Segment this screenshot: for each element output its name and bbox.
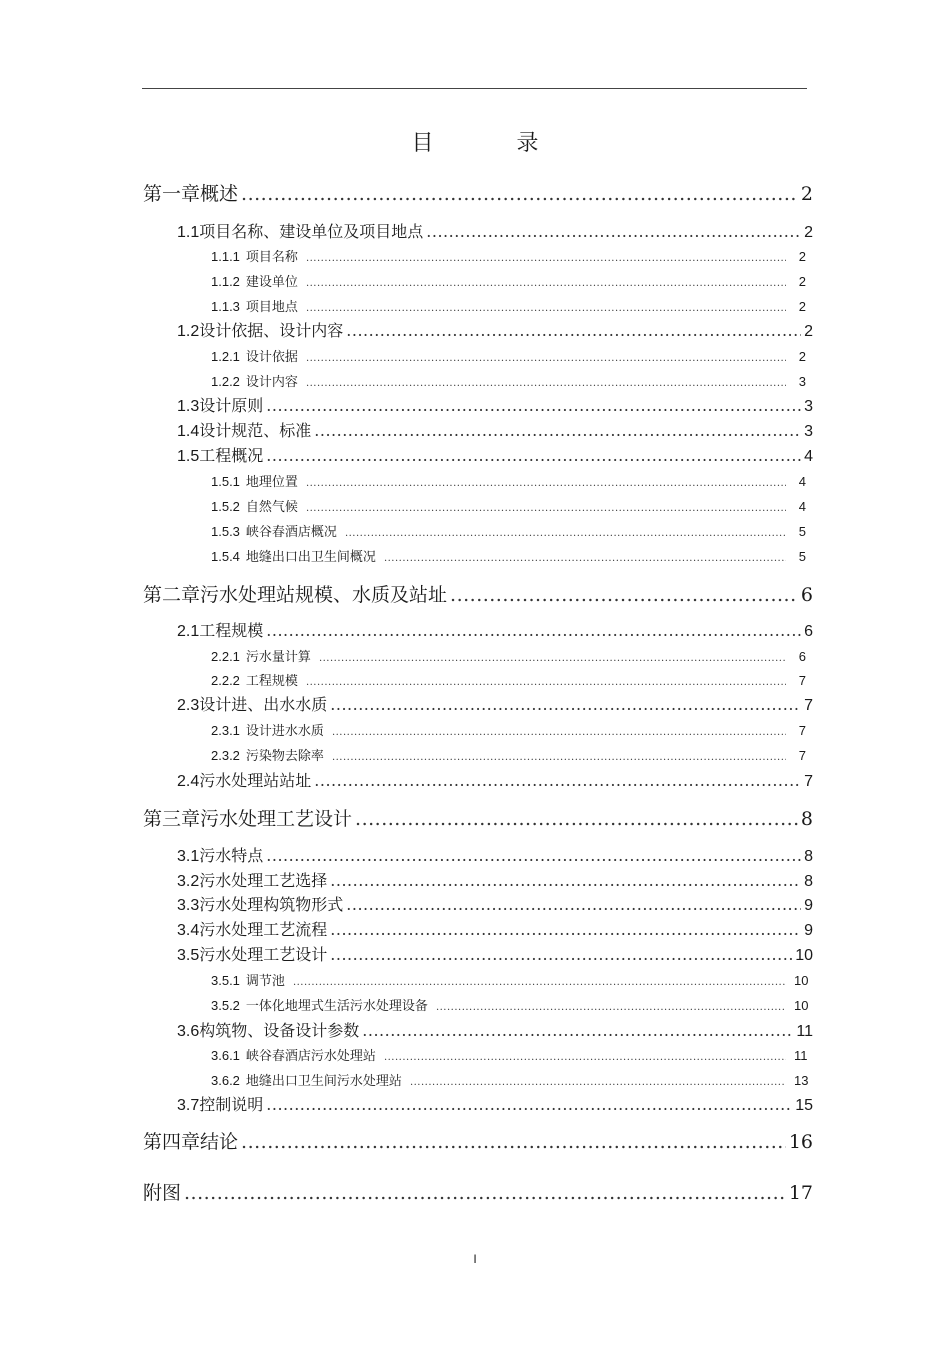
dot-leader <box>330 945 792 964</box>
toc-entry-number: 1.4 <box>177 423 200 440</box>
toc-entry-number: 3.4 <box>177 922 200 939</box>
toc-entry-label: 峡谷春酒店污水处理站 <box>245 1049 376 1064</box>
toc-entry[interactable] <box>211 670 806 690</box>
toc-entry-number: 第二章 <box>143 584 201 606</box>
dot-leader <box>293 977 786 988</box>
toc-entry-page: 16 <box>788 1131 813 1153</box>
toc-entry-number: 1.3 <box>177 398 200 415</box>
toc-entry-label: 设计规范、标准 <box>199 421 312 440</box>
toc-entry-page: 2 <box>798 249 806 264</box>
toc-entry-number: 3.2 <box>177 873 200 890</box>
page-title: 目 录 <box>411 131 577 156</box>
toc-entry-label: 地理位置 <box>245 475 298 490</box>
toc-entry-label: 概述 <box>200 183 239 205</box>
toc-entry-label: 项目地点 <box>245 300 298 315</box>
toc-entry[interactable] <box>211 1070 809 1090</box>
toc-entry-number: 2.1 <box>177 623 200 640</box>
toc-entry-label: 污水处理工艺设计 <box>199 945 328 964</box>
toc-entry[interactable] <box>211 496 806 516</box>
toc-entry-number: 1.5.2 <box>211 499 240 514</box>
toc-entry-page: 2 <box>798 274 806 289</box>
toc-entry-page: 9 <box>804 897 813 914</box>
dot-leader <box>306 353 786 364</box>
toc-entry[interactable] <box>177 692 813 716</box>
dot-leader <box>332 752 786 763</box>
toc-entry-number: 第三章 <box>143 808 201 830</box>
toc-entry-number: 1.1.2 <box>211 274 240 289</box>
toc-entry[interactable] <box>143 1178 813 1206</box>
toc-entry-page: 8 <box>804 873 813 890</box>
toc-entry-label: 项目名称 <box>245 250 298 265</box>
dot-leader <box>266 846 801 865</box>
dot-leader <box>410 1077 786 1088</box>
toc-entry-label: 工程概况 <box>199 446 264 465</box>
toc-entry-label: 工程规模 <box>199 621 264 640</box>
toc-entry-number: 1.2 <box>177 323 200 340</box>
dot-leader <box>306 378 786 389</box>
toc-entry-label: 污染物去除率 <box>245 749 324 764</box>
toc-entry-number: 1.1 <box>177 224 200 241</box>
toc-entry-label: 地缝出口卫生间污水处理站 <box>245 1074 402 1089</box>
toc-entry-label: 污水处理工艺选择 <box>199 871 328 890</box>
toc-entry-label: 设计依据、设计内容 <box>199 321 344 340</box>
dot-leader <box>314 421 801 440</box>
toc-entry-label: 控制说明 <box>199 1095 264 1114</box>
toc-entry-label: 污水处理构筑物形式 <box>199 895 344 914</box>
toc-entry-number: 1.1.3 <box>211 299 240 314</box>
toc-entry-number: 1.5.3 <box>211 524 240 539</box>
dot-leader <box>330 920 801 939</box>
dot-leader <box>241 1131 786 1153</box>
toc-entry-label: 调节池 <box>245 974 285 989</box>
dot-leader <box>346 895 801 914</box>
toc-entry-page: 2 <box>804 224 813 241</box>
toc-entry-label: 设计进、出水水质 <box>199 695 328 714</box>
toc-entry-number: 2.4 <box>177 773 200 790</box>
toc-entry-number: 1.2.1 <box>211 349 240 364</box>
toc-entry-label: 峡谷春酒店概况 <box>245 525 337 540</box>
toc-entry-label: 自然气候 <box>245 500 298 515</box>
toc-entry-number: 2.2.1 <box>211 649 240 664</box>
toc-entry-page: 8 <box>804 848 813 865</box>
toc-entry[interactable] <box>211 271 806 291</box>
dot-leader <box>184 1182 786 1204</box>
toc-entry-number: 1.2.2 <box>211 374 240 389</box>
toc-entry-label: 污水处理站规模、水质及站址 <box>200 584 448 606</box>
dot-leader <box>306 478 786 489</box>
toc-entry-label: 设计依据 <box>245 350 298 365</box>
toc-entry-label: 污水特点 <box>199 846 264 865</box>
dot-leader <box>306 677 786 688</box>
toc-entry-page: 13 <box>794 1073 809 1088</box>
toc-entry-number: 3.5.2 <box>211 998 240 1013</box>
toc-entry[interactable] <box>177 219 813 243</box>
toc-entry-number: 3.5 <box>177 947 200 964</box>
toc-entry[interactable] <box>211 720 806 740</box>
toc-entry[interactable] <box>177 618 813 642</box>
dot-leader <box>436 1002 786 1013</box>
toc-entry[interactable] <box>177 868 813 892</box>
dot-leader <box>306 253 786 264</box>
toc-entry-number: 2.3.2 <box>211 748 240 763</box>
toc-entry-page: 10 <box>794 973 809 988</box>
toc-entry-number: 1.5 <box>177 448 200 465</box>
toc-entry[interactable] <box>177 318 813 342</box>
dot-leader <box>332 727 786 738</box>
toc-entry-page: 5 <box>798 524 806 539</box>
toc-entry-page: 11 <box>796 1023 813 1040</box>
toc-entry[interactable] <box>143 179 813 207</box>
toc-entry-label: 污水处理站站址 <box>199 771 312 790</box>
dot-leader <box>319 653 786 664</box>
toc-entry-page: 11 <box>794 1048 808 1063</box>
toc-entry[interactable] <box>177 892 813 916</box>
toc-entry-page: 7 <box>804 697 813 714</box>
toc-entry-number: 2.2.2 <box>211 673 240 688</box>
toc-entry[interactable] <box>211 521 806 541</box>
toc-entry[interactable] <box>211 646 806 666</box>
toc-entry-number: 3.3 <box>177 897 200 914</box>
toc-entry-label: 污水处理工艺设计 <box>200 808 353 830</box>
toc-entry[interactable] <box>177 1018 813 1042</box>
toc-entry-page: 10 <box>795 947 813 964</box>
page-number-footer: I <box>473 1252 477 1266</box>
toc-entry-number: 3.1 <box>177 848 200 865</box>
toc-entry-label: 地缝出口出卫生间概况 <box>245 550 376 565</box>
toc-entry-label: 建设单位 <box>245 275 298 290</box>
dot-leader <box>346 321 801 340</box>
toc-entry[interactable] <box>177 942 813 966</box>
toc-entry[interactable] <box>143 580 813 608</box>
toc-entry-page: 5 <box>798 549 806 564</box>
toc-entry-label: 构筑物、设备设计参数 <box>199 1021 360 1040</box>
dot-leader <box>426 222 801 241</box>
toc-entry-label: 项目名称、建设单位及项目地点 <box>199 222 424 241</box>
dot-leader <box>362 1021 793 1040</box>
toc-entry-page: 2 <box>798 299 806 314</box>
toc-entry-page: 4 <box>798 474 806 489</box>
dot-leader <box>330 871 801 890</box>
toc-entry-number: 3.7 <box>177 1097 200 1114</box>
dot-leader <box>345 528 786 539</box>
toc-entry-page: 17 <box>788 1182 813 1204</box>
toc-entry-number: 3.5.1 <box>211 973 240 988</box>
toc-entry-label: 设计进水水质 <box>245 724 324 739</box>
dot-leader <box>266 446 801 465</box>
toc-entry-page: 7 <box>798 673 806 688</box>
toc-entry-number: 3.6.2 <box>211 1073 240 1088</box>
toc-entry-number: 第一章 <box>143 183 201 205</box>
toc-entry-page: 7 <box>798 748 806 763</box>
dot-leader <box>241 183 798 205</box>
toc-entry-page: 2 <box>798 349 806 364</box>
toc-entry-number: 1.1.1 <box>211 249 240 264</box>
toc-entry[interactable] <box>211 246 806 266</box>
toc-entry-number: 2.3.1 <box>211 723 240 738</box>
dot-leader <box>450 584 798 606</box>
toc-entry[interactable] <box>211 995 809 1015</box>
toc-entry-label: 设计内容 <box>245 375 298 390</box>
toc-entry-label: 一体化地埋式生活污水处理设备 <box>245 999 428 1014</box>
toc-entry-number: 3.6 <box>177 1023 200 1040</box>
toc-entry-number: 1.5.4 <box>211 549 240 564</box>
toc-entry[interactable] <box>177 418 813 442</box>
dot-leader <box>384 1052 786 1063</box>
toc-entry-page: 15 <box>795 1097 813 1114</box>
toc-entry-label: 设计原则 <box>199 396 264 415</box>
dot-leader <box>384 553 786 564</box>
toc-entry-page: 3 <box>798 374 806 389</box>
toc-entry-page: 2 <box>800 183 813 205</box>
dot-leader <box>306 503 786 514</box>
toc-entry[interactable] <box>211 970 809 990</box>
toc-entry[interactable] <box>211 546 806 566</box>
toc-entry-page: 4 <box>798 499 806 514</box>
dot-leader <box>330 695 801 714</box>
toc-entry-number: 1.5.1 <box>211 474 240 489</box>
toc-entry-label: 结论 <box>200 1131 239 1153</box>
toc-entry[interactable] <box>143 1127 813 1155</box>
toc-entry-page: 7 <box>798 723 806 738</box>
dot-leader <box>266 396 801 415</box>
toc-entry-page: 8 <box>800 808 813 830</box>
toc-entry-page: 6 <box>800 584 813 606</box>
dot-leader <box>306 278 786 289</box>
dot-leader <box>355 808 798 830</box>
toc-entry[interactable] <box>177 393 813 417</box>
toc-entry[interactable] <box>211 745 806 765</box>
toc-entry[interactable] <box>211 371 806 391</box>
dot-leader <box>306 303 786 314</box>
dot-leader <box>314 771 801 790</box>
toc-entry[interactable] <box>143 804 813 832</box>
toc-entry[interactable] <box>177 843 813 867</box>
toc-entry-page: 4 <box>804 448 813 465</box>
toc-entry-page: 10 <box>794 998 809 1013</box>
toc-entry-page: 6 <box>798 649 806 664</box>
toc-entry-number: 3.6.1 <box>211 1048 240 1063</box>
toc-entry[interactable] <box>177 1092 813 1116</box>
toc-entry[interactable] <box>211 1045 806 1065</box>
toc-entry[interactable] <box>177 768 813 792</box>
toc-entry-page: 6 <box>804 623 813 640</box>
toc-entry-number: 附图 <box>143 1182 182 1204</box>
toc-entry[interactable] <box>211 296 806 316</box>
toc-entry-label: 污水处理工艺流程 <box>199 920 328 939</box>
toc-entry[interactable] <box>177 443 813 467</box>
toc-entry-label: 污水量计算 <box>245 650 311 665</box>
toc-entry[interactable] <box>211 346 806 366</box>
dot-leader <box>266 1095 792 1114</box>
toc-entry-number: 第四章 <box>143 1131 201 1153</box>
toc-entry-number: 2.3 <box>177 697 200 714</box>
dot-leader <box>266 621 801 640</box>
toc-entry-page: 7 <box>804 773 813 790</box>
toc-entry-page: 9 <box>804 922 813 939</box>
toc-entry[interactable] <box>177 917 813 941</box>
toc-entry-page: 3 <box>804 398 813 415</box>
toc-entry-page: 3 <box>804 423 813 440</box>
toc-entry-page: 2 <box>804 323 813 340</box>
toc-entry[interactable] <box>211 471 806 491</box>
toc-entry-label: 工程规模 <box>245 674 298 689</box>
